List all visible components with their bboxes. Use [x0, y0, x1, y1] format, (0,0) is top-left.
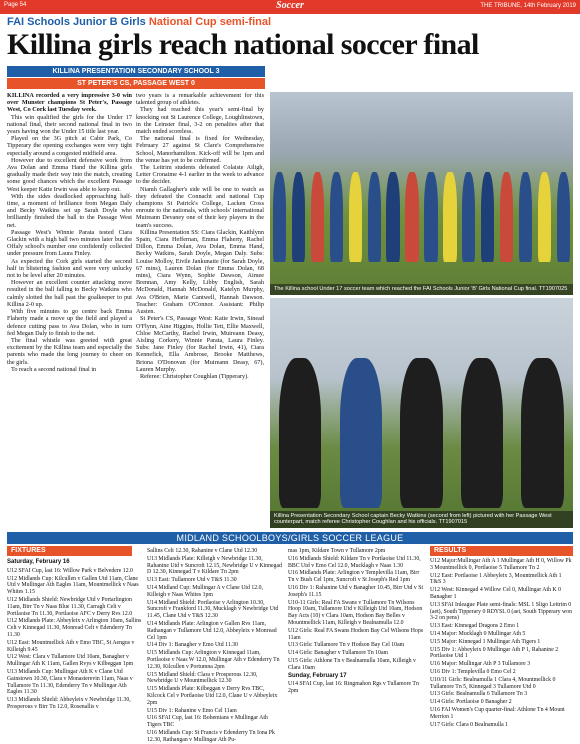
photo-person — [311, 172, 324, 262]
fixture-line: U13 Girls: Tullamore Tn v Hodson Bay Cel 10am — [288, 642, 405, 649]
fixture-line: U12 Midlands Cup: Kilcullen v Gallen Utd 11am, Clane Utd v Mullingar Ath Eagles 11am, Mountmellick v Naas Whites 1.15 — [7, 575, 139, 596]
photo-person — [462, 172, 475, 262]
fixture-line: U13 East: Kinnegad Dragons 2 Emo 1 — [430, 623, 520, 630]
fixture-line: U14 Girls: Banagher v Tullamore Tn 10am — [288, 650, 389, 657]
photo-person — [538, 172, 551, 262]
article-paragraph: With five minutes to go centre back Emma Flaherty made a move up the field and played a defence cutting pass to Ava Dolan, who in turn fed Megan Daly to finish to the net. — [7, 308, 132, 337]
score-band-away: ST PETER'S CS, PASSAGE WEST 0 — [7, 78, 265, 89]
photo-person — [500, 172, 513, 262]
article-paragraph: Played on the 3G pitch at Cabir Park, Co Tipperary the opening exchanges were very tight especially around a congested midfield area. — [7, 135, 132, 157]
fixture-line: U13 Midlands Cup: Mullingar Ath K v Clane Utd Gainstown 10.30, Clara v Monasterevin 11am, Naas v Tullamore Tn 11.30, Edenderry Tn v Mullingar Ath Eagles 11.30 — [7, 668, 133, 696]
fixture-line: U14 Div 1: Banagher v Emo Utd 11.30 — [147, 642, 238, 649]
article-paragraph: St Peter's CS, Passage West: Katie Irwin, Sinead O'Flynn, Aine Higgins, Hollie Tett, Ellie Maxwell, Chloe McCarthy, Rachel Irwin, Muireann Deasy, Aisling Corkery, Winnie Parata, Laura Finley. Subs: Jane Finley (for Rachel Irwin, 41), Ciara Kennefick, Ella Ambrose, Brooke Matthews, Briona O'Donovan (for Muireann Deasy, 67), Lauren Murphy. — [136, 315, 264, 373]
fixture-line: U14 Midlands Plate: Arlington v Gallen Rvs 11am, Rathangan v Tullamore Utd 12.0, Abbeyleix v Monread Cel 1pm — [147, 620, 277, 641]
photo-person — [405, 172, 418, 262]
results-column — [430, 558, 573, 728]
photo-caption: Killina Presentation Secondary School captain Becky Watkins (second from left) pictured with her Passage West counterpart, match referee Christopher Coughlan and his officials. TT1907015 — [270, 511, 573, 528]
fixtures-column-3 — [288, 548, 424, 723]
article-paragraph: two years is a remarkable achievement for this talented group of athletes. — [136, 92, 264, 107]
fixture-line: mas 1pm, Kildare Town v Tullamore 2pm — [288, 548, 386, 554]
fixtures-label: FIXTURES — [7, 546, 132, 556]
article-paragraph: They had reached this year's semi-final by knocking out St Laurence College, Loughlinstown, in the Leinster final, 3-2 on penalties after that match ended scoreless. — [136, 106, 264, 136]
fixture-line: U12 SFAI Cup, last 16: Willow Park v Belvedere 12.0 — [7, 567, 133, 574]
fixture-line: Sallins Celt 12.30, Rahanine v Clane Utd 12.30 — [147, 548, 258, 554]
photo-person — [400, 358, 442, 508]
fixture-line: U12 East: Mountmellick Ath v Emo TBC, St Aengus v Killeigh 9.45 — [7, 639, 135, 653]
photo-person — [521, 358, 563, 508]
photo-person — [386, 172, 399, 262]
fixture-date: Saturday, February 16 — [7, 559, 70, 565]
photo-person — [349, 172, 362, 262]
photo-person — [279, 358, 321, 508]
fixtures-column-2 — [147, 548, 282, 743]
issue-date: THE TRIBUNE, 14th February 2019 — [480, 3, 576, 9]
fixture-line: U15 Midland Shield: Clara v Prosperous 12.30, Newbridge U v Mountmellick 12.30 — [147, 671, 258, 685]
article-column-1 — [7, 92, 132, 532]
fixture-line: U12 Midlands Plate: Abbeyleix v Arlington 10am, Sallins Celt v Kinnegad 11.30, Monread Celt v Edenderry Tn 11.30 — [7, 618, 142, 638]
article-paragraph: To reach a second national final in — [11, 365, 97, 373]
headline: Killina girls reach national soccer final — [7, 28, 479, 61]
article-paragraph: Killina Presentation SS: Ciara Glackin, Kaithlynn Spain, Ciara Heffernan, Emma Flaherty, Rachel Dillon, Emma Dolan, Ava Dolan, Emma Hand, Becky Watkins, Sarah Doyle, Megan Daly. Subs: Louise Molloy, Eivile Jankunaite (for Sarah Doyle, 67 mins), Lauren Dolan (for Emma Dolan, 68 mins), Ciara Wynn, Sophie Dawson, Aimee Brennan, Amy Kelly, Libby English, Sarah McDonald, Hannah McDonald, Katelyn Murphy, Ava O'Brien, Marie Cantwell, Hannah Dawson. Teacher: Graham O'Connor. Assistant: Philip Austen. — [136, 228, 264, 316]
fixture-line: U13 Midlands Shield: Abbeyleix v Newbridge 11.30, Prosperous v Birr Tn 12.0, Rosenallis v — [7, 697, 131, 710]
fixture-line: U15 Major: Kinnegad 1 Mullingar Ath Tigers 1 — [430, 638, 541, 645]
fixture-line: U17 Girls: Clara 0 Bealnamulla 1 — [430, 721, 509, 728]
fixture-line: U14 Midland Cup: Mullingar A v Clane Utd 12.0, Killeigh v Naas Whites 1pm — [147, 584, 263, 598]
fixture-line: U12 West: Clara v Tullamore Utd 10am, Banagher v Mullingar Ath K 11am, Gallen Rvys v Kilbeggan 1pm — [7, 654, 134, 668]
fixture-line: U16 Div 1: Rahanine Utd v Banagher 10.45, Birr Utd v St Joseph's 11.15 — [288, 584, 424, 598]
fixture-line: U15 Div 1: Rahanine v Emo Cel 11am — [147, 707, 237, 714]
fixture-line: U15 Midlands Plate: Kilbeggan v Derry Rvs TBC, Kilcock Cel v Portlaoise Utd 12.0, Clane U v Abbeyleix 2pm — [147, 686, 278, 706]
kicker — [7, 16, 271, 28]
fixture-line: U16 Div 1: Templevilla 0 Emo Cel 2 — [430, 668, 516, 675]
article-paragraph: The national final is fixed for Wednesday, February 27 against St Clare's Comprehensive School, Manorhamilton. Kick-off will be 1pm and the venue has yet to be confirmed. — [136, 135, 264, 164]
fixture-line: U16 Midlands Shield: Kildare Tn v Portlaoise Utd 11.30, BBC Utd v Emo Cel 12.0, Mucklagh v Naas 1.30 — [288, 555, 421, 569]
fixture-line: U15 Div 1: Abbeyleix 0 Mullingar Ath P 1, Rahanine 2 Portlaoise Utd 1 — [430, 646, 559, 660]
article-paragraph: However due to excellent defensive work from Ava Dolan and Emma Hand the Killina girls gradually made their way into the match, creating some good chances which the excellent Passage West keeper Katie Irwin was able to keep out. — [7, 156, 132, 193]
article-paragraph: The Leitrim students defeated Colaiste Ailigh, Letter Cronaime 4-1 earlier in the week to advance to the decider. — [136, 164, 264, 186]
fixture-line: U16 Midlands Plate: Arlington v Templevilla 11am, Birr Tn v Bush Cel 1pm, Suncroft v St Joseph's Red 1pm — [288, 570, 420, 584]
article-paragraph: With the sides deadlocked approaching half-time, a moment of brilliance from Megan Daly and Becky Watkins set up Sarah Doyle who brilliantly finished the ball to the Passage West net. — [7, 192, 132, 229]
kicker-competition: FAI Schools Junior B Girls — [7, 16, 146, 28]
photo-person — [424, 172, 437, 262]
article-paragraph: Passage West's Winnie Parata tested Ciara Glackin with a high ball two minutes later but the Offaly school's number one confidently collected under pressure from Laura Finley. — [7, 228, 132, 258]
fixture-line: U12 Midlands Shield: Newbridge Utd v Portarlington 11am, Birr Tn v Naas Blue 11.30, Carragh Celt v Portlaoise Tn 11.30, Portlaoise AFC v Derry Rvs 12.0 — [7, 596, 133, 617]
section-title: Soccer — [276, 0, 304, 11]
article-paragraph: Referee: Christopher Coughlan (Tipperary). — [140, 372, 249, 380]
fixture-line: U14 Major: Mucklagh 0 Mullingar Ath 5 — [430, 630, 526, 637]
fixture-line: U12 East: Portlaoise 1 Abbeyleix 3, Mountmellick Ath 1 T&S 3 — [430, 572, 562, 586]
fixture-line: U16 SFAI Cup, last 16: Bohemians v Mullingar Ath Tigers TBC — [147, 715, 268, 729]
article-paragraph: As expected the Cork girls started the second half in blistering fashion and were very unlucky not to be level after 20 minutes. — [7, 257, 132, 280]
fixture-line: U14 Midland Shield: Portlaoise v Arlington 10.30, Suncroft v Frankford 11.30, Mucklagh v Newbridge Utd 11.45, Clane Utd v T&S 12.30 — [147, 599, 279, 620]
fixture-line: U10/11 Girls: Bealnamulla 1 Clara 4, Mountmellick 0 Tullamore Tn 5, Kinnegad 3 Tullamore Utd 0 — [430, 676, 556, 690]
fixture-line: U16 Major: Mullingar Ath P 3 Tullamore 3 — [430, 661, 531, 668]
photo-person — [461, 358, 503, 508]
article-paragraph: KILLINA recorded a very impressive 3-0 win over Munster champions St Peter's, Passage West, Co Cork last Tuesday week. — [7, 92, 132, 114]
photo-person — [481, 172, 494, 262]
fixture-line: U10-11 Girls: Real FA Swans v Tullamore Tn Wilsons Hoop 10am, Tullamore Utd v Killeigh Utd 10am, Hodson Bay Acts (10) v Clara 10am, Hodson Bay Belles v Mountmellick 11am, Killeigh v Bealnamulla 12.0 — [288, 599, 423, 626]
fixture-line: U13 SFAI Inleague Plate semi-finals: MSL 1 Sligo Leitrim 0 (aet), South Tipperary 0 RDYSL 0 (aet, South Tipperary won 3-2 on pens) — [430, 601, 572, 622]
fixture-line: U14 SFAI Cup, last 16: Ringmahon Rgs v Tullamore Tn 2pm — [288, 681, 419, 695]
photo-person — [557, 172, 570, 262]
fixtures-column-1 — [7, 558, 142, 723]
fixture-date: Sunday, February 17 — [288, 672, 347, 679]
photo-person — [519, 172, 532, 262]
fixture-line: U13 Midlands Plate: Killeigh v Newbridge 11.30, Rahanine Utd v Suncroft 12.15, Newbridge U v Kinnegad D 12.30, Kinnegad T v Kildare Tn 2pm — [147, 555, 282, 576]
photo-person — [443, 172, 456, 262]
fixture-line: U12 Girls: Real FA Swans Hodson Bay Cel Wilsons Hops 11am — [288, 627, 423, 641]
page-header — [0, 0, 580, 14]
fixture-line: U14 Girls: Portlaoise 0 Banagher 2 — [430, 699, 512, 706]
results-label: RESULTS — [430, 546, 573, 556]
photo-person — [330, 172, 343, 262]
fixture-line: U15 Midlands Cup: Arlington v Kinnegad 11am, Portlaoise v Naas W 12.0, Mullingar Ath v Edenderry Tn 12.30, Kilcullen v Portumna 2pm — [147, 650, 280, 670]
score-band-home: KILLINA PRESENTATION SECONDARY SCHOOL 3 — [7, 66, 265, 77]
kicker-round: National Cup semi-final — [148, 16, 272, 28]
article-paragraph: The final whistle was greeted with great excitement by the Killina team and especially the parents who made the long journey to cheer on the girls. — [7, 336, 132, 366]
fixture-line: U13 Girls: Bealnamulla 6 Tullamore Tn 3 — [430, 691, 528, 698]
fixture-line: U15 Girls: Athlone Tn v Bealnamulla 10am, Killeigh v Clara 10am — [288, 657, 416, 671]
fixture-line: U16 FAI Women's Cup quarter-final: Athlone Tn 4 Mount Merrion 1 — [430, 706, 565, 720]
photo-person — [292, 172, 305, 262]
officials-photo — [270, 298, 573, 528]
photo-person — [273, 172, 286, 262]
article-paragraph: However an excellent counter attacking move resulted in the ball falling to Becky Watkins who calmly slotted the ball past the goalkeeper to put Killina 2-0 up. — [7, 279, 132, 308]
fixture-line: U12 Major:Mullingar Ath A 1 Mullingar Ath H 0, Willow Pk 3 Mountmellick 0, Portlaoise 5 Tullamore Tn 2 — [430, 558, 572, 571]
fixture-line: U13 East: Tullamore Utd v T&S 11.30 — [147, 577, 237, 584]
fixture-line: U16 Midlands Cup: St Francis v Edenderry Tn Iona Pk 12.30, Rathangan v Mullingar Ath Pu- — [147, 729, 275, 743]
photo-person — [368, 172, 381, 262]
photo-caption: The Killina school Under 17 soccer team which reached the FAI Schools Junior 'B' Girls National Cup final. TT1907025 — [270, 284, 573, 295]
photo-person — [340, 358, 382, 508]
fixture-line: U12 West: Kinnegad 4 Willow Cel 0, Mullingar Ath K 0 Banagher 1 — [430, 587, 561, 600]
article-paragraph: This win qualified the girls for the Under 17 national final, their second national final in two years having won the Under 15 title last year. — [7, 113, 132, 136]
article-paragraph: Niamh Gallagher's side will be one to watch as they defeated the Connacht and national Cup champions St Patrick's College, Lacken Cross enroute to the nationals, with schools' international Muireann Devaney one of their key players in the team's success. — [136, 185, 264, 229]
page-number: Page 54 — [4, 2, 27, 8]
team-photo — [270, 92, 573, 295]
league-band: MIDLAND SCHOOLBOYS/GIRLS SOCCER LEAGUE — [7, 532, 573, 544]
article-column-2 — [136, 92, 264, 532]
